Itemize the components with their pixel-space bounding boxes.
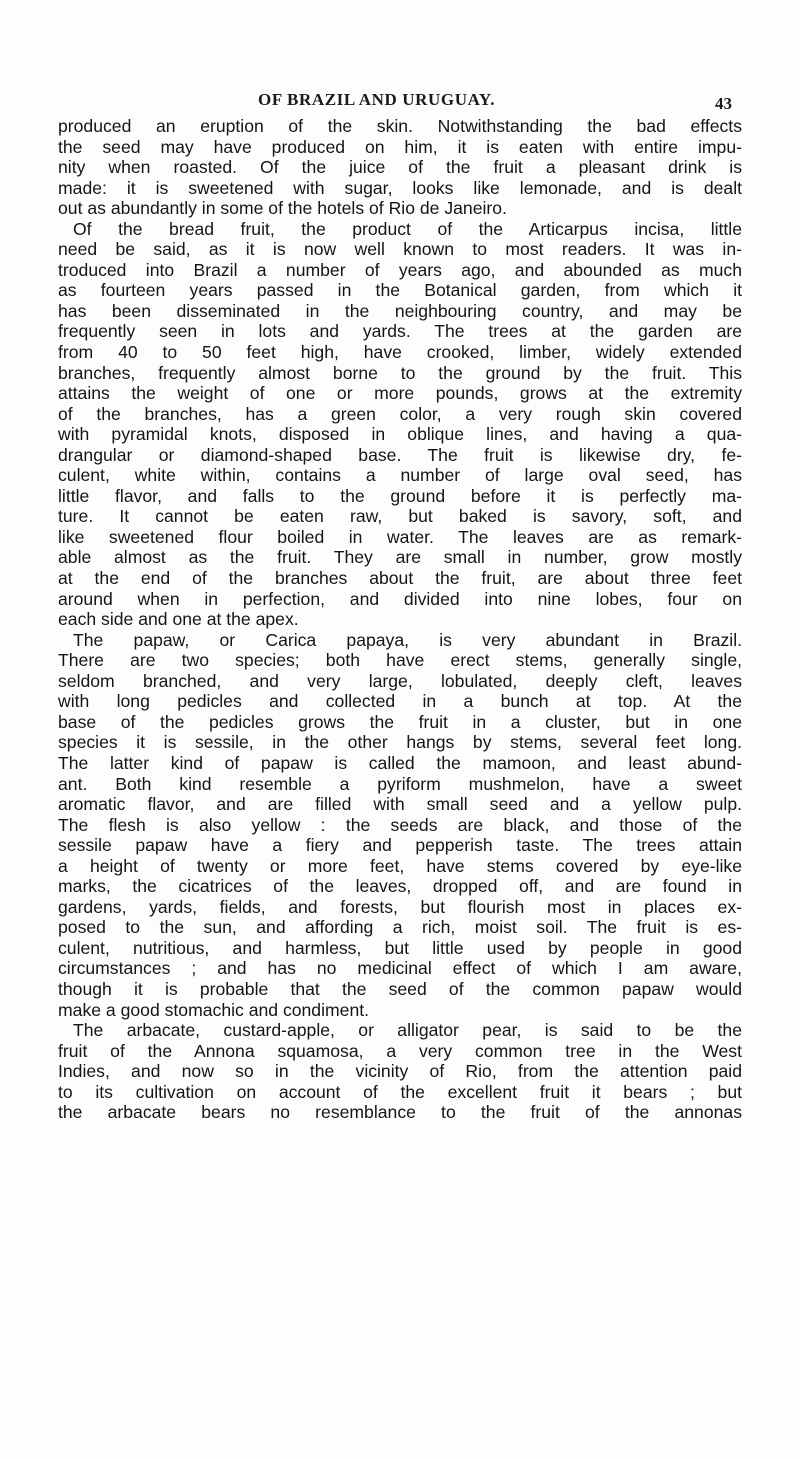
text-line: circumstances ; and has no medicinal effect of which I am aware,	[58, 958, 742, 979]
text-line: marks, the cicatrices of the leaves, dropped off, and are found in	[58, 876, 742, 897]
text-line: The papaw, or Carica papaya, is very abundant in Brazil.	[73, 629, 742, 650]
text-line: frequently seen in lots and yards. The trees at the garden are	[58, 321, 742, 342]
text-line: the seed may have produced on him, it is eaten with entire impu-	[58, 136, 742, 157]
text-line: The latter kind of papaw is called the mamoon, and least abund-	[58, 752, 742, 773]
text-line: little flavor, and falls to the ground before it is perfectly ma-	[58, 485, 742, 506]
text-line: each side and one at the apex.	[58, 609, 299, 630]
text-line: culent, white within, contains a number of large oval seed, has	[58, 465, 742, 486]
text-line: Of the bread fruit, the product of the Articarpus incisa, little	[73, 218, 742, 239]
text-line: sessile papaw have a fiery and pepperish taste. The trees attain	[58, 835, 742, 856]
running-title: OF BRAZIL AND URUGUAY.	[258, 90, 496, 109]
text-line: ant. Both kind resemble a pyriform mushmelon, have a sweet	[58, 773, 742, 794]
text-line: attains the weight of one or more pounds, grows at the extremity	[58, 383, 742, 404]
text-line: species it is sessile, in the other hangs by stems, several feet long.	[58, 732, 742, 753]
text-line: gardens, yards, fields, and forests, but flourish most in places ex-	[58, 896, 742, 917]
text-line: base of the pedicles grows the fruit in a cluster, but in one	[58, 711, 742, 732]
text-line: nity when roasted. Of the juice of the fruit a pleasant drink is	[58, 157, 742, 178]
text-line: as fourteen years passed in the Botanical garden, from which it	[58, 280, 742, 301]
text-line: to its cultivation on account of the excellent fruit it bears ; but	[58, 1081, 742, 1102]
text-line: of the branches, has a green color, a very rough skin covered	[58, 403, 742, 424]
text-line: has been disseminated in the neighbouring country, and may be	[58, 300, 742, 321]
text-line: the arbacate bears no resemblance to the fruit of the annonas	[58, 1102, 742, 1123]
text-line: aromatic flavor, and are filled with small seed and a yellow pulp.	[58, 794, 742, 815]
text-line: out as abundantly in some of the hotels of Rio de Janeiro.	[58, 198, 507, 219]
text-line: make a good stomachic and condiment.	[58, 999, 370, 1020]
text-line: at the end of the branches about the fruit, are about three feet	[58, 568, 742, 589]
text-line: ture. It cannot be eaten raw, but baked is savory, soft, and	[58, 506, 742, 527]
text-line: The flesh is also yellow : the seeds are black, and those of the	[58, 814, 742, 835]
text-line: made: it is sweetened with sugar, looks like lemonade, and is dealt	[58, 177, 742, 198]
text-line: with pyramidal knots, disposed in oblique lines, and having a qua-	[58, 424, 742, 445]
text-line: around when in perfection, and divided into nine lobes, four on	[58, 588, 742, 609]
text-line: The arbacate, custard-apple, or alligator pear, is said to be the	[73, 1020, 742, 1041]
text-line: need be said, as it is now well known to most readers. It was in-	[58, 239, 742, 260]
text-line: There are two species; both have erect stems, generally single,	[58, 650, 742, 671]
text-line: drangular or diamond-shaped base. The fruit is likewise dry, fe-	[58, 444, 742, 465]
text-line: produced an eruption of the skin. Notwithstanding the bad effects	[58, 116, 742, 136]
text-line: able almost as the fruit. They are small in number, grow mostly	[58, 547, 742, 568]
text-line: from 40 to 50 feet high, have crooked, limber, widely extended	[58, 342, 742, 363]
text-line: posed to the sun, and affording a rich, moist soil. The fruit is es-	[58, 917, 742, 938]
text-line: culent, nutritious, and harmless, but little used by people in good	[58, 937, 742, 958]
text-line: troduced into Brazil a number of years ago, and abounded as much	[58, 259, 742, 280]
text-line: like sweetened flour boiled in water. The leaves are as remark-	[58, 526, 742, 547]
text-line: with long pedicles and collected in a bunch at top. At the	[58, 691, 742, 712]
page-number: 43	[715, 94, 732, 113]
text-line: fruit of the Annona squamosa, a very common tree in the West	[58, 1040, 742, 1061]
text-line: a height of twenty or more feet, have stems covered by eye-like	[58, 855, 742, 876]
text-line: seldom branched, and very large, lobulated, deeply cleft, leaves	[58, 670, 742, 691]
body-text	[58, 116, 742, 1123]
running-head	[0, 90, 800, 116]
text-line: branches, frequently almost borne to the ground by the fruit. This	[58, 362, 742, 383]
text-line: though it is probable that the seed of the common papaw would	[58, 978, 742, 999]
text-line: Indies, and now so in the vicinity of Rio, from the attention paid	[58, 1061, 742, 1082]
